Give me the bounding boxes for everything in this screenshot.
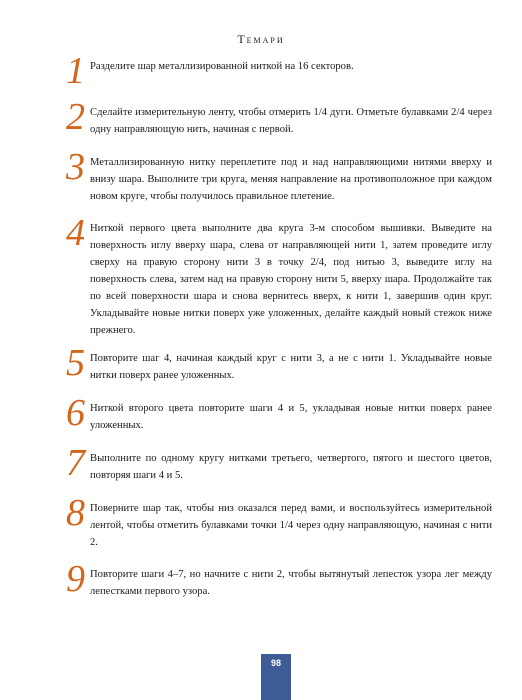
step-number: 4	[66, 212, 85, 254]
step-text: Разделите шар металлизированной ниткой на 16 секторов.	[90, 61, 354, 72]
page-title: Темари	[237, 32, 285, 46]
step-text: Ниткой первого цвета выполните два круга 3-м способом вышивки. Выведите на поверхность иглу вверху шара, слева от направляющей нити 1, затем проведите иглу сверху на правую сторону нити 3 в точку 2/4, под нитью 3, выведите иглу на поверхность слева, затем над на правую сторону нити 5, вверху шара. Продолжайте так по всей поверхности шара и снова вернитесь вверх, к нити 1, завершив один круг. Укладывайте новые нитки поверх уже уложенных, делайте каждый новый стежок ниже прежнего.	[90, 223, 492, 336]
step-number: 3	[66, 146, 85, 188]
step-text: Металлизированную нитку переплетите под и над направляющими нитями вверху и внизу шара. Выполните три круга, меняя направление на противоположное при каждом новом круге, чтобы получилось правильное плетение.	[90, 157, 492, 202]
page-number-tab	[261, 654, 291, 700]
step-text: Повторите шаг 4, начиная каждый круг с нити 3, а не с нити 1. Укладывайте новые нитки поверх ранее уложенных.	[90, 353, 492, 381]
step-text: Ниткой второго цвета повторите шаги 4 и 5, укладывая новые нитки поверх ранее уложенных.	[90, 403, 492, 431]
step-number: 6	[66, 392, 85, 434]
step-text: Выполните по одному кругу нитками третьего, четвертого, пятого и шестого цветов, повторяя шаги 4 и 5.	[90, 453, 492, 481]
page-number: 98	[270, 658, 281, 668]
step-text: Поверните шар так, чтобы низ оказался перед вами, и воспользуйтесь измерительной лентой, чтобы отметить булавками точки 1/4 через одну направляющую, начиная с нити 2.	[90, 503, 492, 548]
step-number: 1	[66, 50, 85, 92]
step-number: 7	[66, 442, 85, 484]
step-number: 5	[66, 342, 85, 384]
step-text: Сделайте измерительную ленту, чтобы отмерить 1/4 дуги. Отметьте булавками 2/4 через одну направляющую нить, начиная с первой.	[90, 107, 492, 135]
step-number: 8	[66, 492, 85, 534]
step-text: Повторите шаги 4–7, но начните с нити 2, чтобы вытянутый лепесток узора лег между лепестками первого узора.	[90, 569, 492, 597]
step-number: 9	[66, 558, 85, 600]
step-number: 2	[66, 96, 85, 138]
